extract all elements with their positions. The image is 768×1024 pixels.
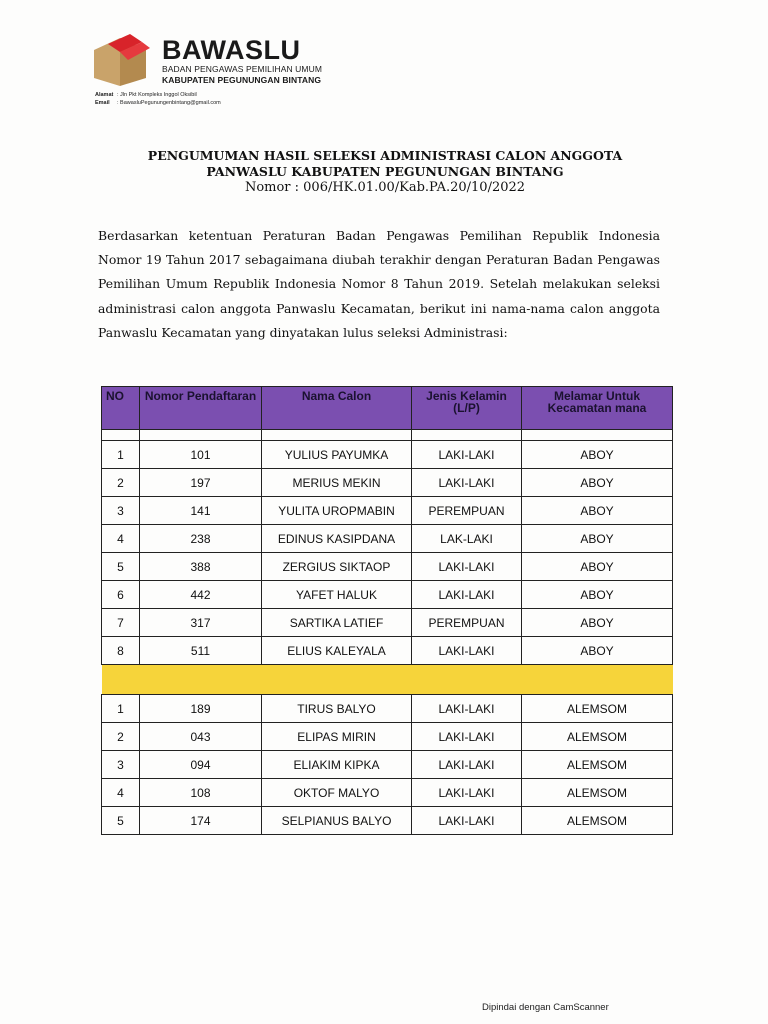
camscanner-watermark: Dipindai dengan CamScanner (482, 1002, 609, 1013)
header-nomor-pendaftaran: Nomor Pendaftaran (140, 387, 262, 430)
table-row (102, 609, 673, 637)
table-body (102, 430, 673, 835)
table-row (102, 695, 673, 723)
cell-no: 7 (102, 609, 140, 637)
address-value: : Jln Pkt Kompleks Inggol Oksibil (117, 92, 197, 98)
cell-jenis-kelamin: LAKI-LAKI (412, 751, 522, 779)
cell-nama: OKTOF MALYO (262, 779, 412, 807)
candidates-table (101, 386, 673, 835)
header-no: NO (102, 387, 140, 430)
cell-nomor: 174 (140, 807, 262, 835)
bawaslu-logo-icon (90, 34, 156, 90)
cell-nomor: 101 (140, 441, 262, 469)
table-spacer-row (102, 430, 673, 441)
cell-no: 5 (102, 807, 140, 835)
cell-nama: SELPIANUS BALYO (262, 807, 412, 835)
cell-kecamatan: ABOY (522, 637, 673, 665)
cell-kecamatan: ABOY (522, 469, 673, 497)
cell-nama: TIRUS BALYO (262, 695, 412, 723)
table-row (102, 581, 673, 609)
cell-kecamatan: ABOY (522, 553, 673, 581)
table-header-row (102, 387, 673, 430)
cell-jenis-kelamin: LAKI-LAKI (412, 779, 522, 807)
cell-no: 3 (102, 497, 140, 525)
cell-jenis-kelamin: LAKI-LAKI (412, 581, 522, 609)
letterhead-contact (95, 91, 221, 107)
cell-nama: YULITA UROPMABIN (262, 497, 412, 525)
cell-nama: MERIUS MEKIN (262, 469, 412, 497)
header-jenis-kelamin: Jenis Kelamin (L/P) (412, 387, 522, 430)
table-row (102, 723, 673, 751)
cell-nomor: 141 (140, 497, 262, 525)
cell-nama: ZERGIUS SIKTAOP (262, 553, 412, 581)
cell-nama: EDINUS KASIPDANA (262, 525, 412, 553)
cell-kecamatan: ALEMSOM (522, 723, 673, 751)
cell-nomor: 189 (140, 695, 262, 723)
cell-nomor: 043 (140, 723, 262, 751)
cell-nomor: 388 (140, 553, 262, 581)
cell-nomor: 108 (140, 779, 262, 807)
email-label: Email (95, 100, 110, 106)
cell-nomor: 238 (140, 525, 262, 553)
cell-no: 2 (102, 469, 140, 497)
cell-jenis-kelamin: PEREMPUAN (412, 609, 522, 637)
cell-jenis-kelamin: LAKI-LAKI (412, 637, 522, 665)
address-label: Alamat (95, 92, 114, 98)
cell-no: 3 (102, 751, 140, 779)
table-row (102, 553, 673, 581)
cell-no: 8 (102, 637, 140, 665)
cell-jenis-kelamin: LAKI-LAKI (412, 807, 522, 835)
cell-nomor: 197 (140, 469, 262, 497)
cell-nomor: 094 (140, 751, 262, 779)
cell-jenis-kelamin: LAKI-LAKI (412, 441, 522, 469)
cell-jenis-kelamin: LAKI-LAKI (412, 695, 522, 723)
cell-nomor: 511 (140, 637, 262, 665)
cell-nomor: 317 (140, 609, 262, 637)
cell-kecamatan: ALEMSOM (522, 779, 673, 807)
cell-no: 1 (102, 441, 140, 469)
cell-kecamatan: ABOY (522, 525, 673, 553)
document-number: Nomor : 006/HK.01.00/Kab.PA.20/10/2022 (244, 180, 526, 195)
cell-nama: ELIUS KALEYALA (262, 637, 412, 665)
cell-jenis-kelamin: LAKI-LAKI (412, 469, 522, 497)
cell-nama: YAFET HALUK (262, 581, 412, 609)
brand-subtitle-2: KABUPATEN PEGUNUNGAN BINTANG (162, 75, 322, 85)
cell-kecamatan: ALEMSOM (522, 751, 673, 779)
kecamatan-separator-row (102, 665, 673, 695)
cell-nomor: 442 (140, 581, 262, 609)
intro-paragraph: Berdasarkan ketentuan Peraturan Badan Pengawas Pemilihan Republik Indonesia Nomor 19 Tahun 2017 sebagaimana diubah terakhir dengan Peraturan Badan Pengawas Pemilihan Umum Republik Indonesia Nomor 8 Tahun 2019. Setelah melakukan seleksi administrasi calon anggota Panwaslu Kecamatan, berikut ini nama-nama calon anggota Panwaslu Kecamatan yang dinyatakan lulus seleksi Administrasi: (98, 228, 660, 340)
table-row (102, 779, 673, 807)
header-nama-calon: Nama Calon (262, 387, 412, 430)
cell-kecamatan: ABOY (522, 441, 673, 469)
header-kecamatan: Melamar Untuk Kecamatan mana (522, 387, 673, 430)
cell-nama: SARTIKA LATIEF (262, 609, 412, 637)
separator-cell (102, 665, 673, 695)
cell-no: 5 (102, 553, 140, 581)
cell-no: 2 (102, 723, 140, 751)
cell-jenis-kelamin: LAKI-LAKI (412, 553, 522, 581)
announcement-title (100, 148, 670, 196)
cell-nama: ELIAKIM KIPKA (262, 751, 412, 779)
cell-jenis-kelamin: PEREMPUAN (412, 497, 522, 525)
table-row (102, 637, 673, 665)
table-row (102, 525, 673, 553)
cell-no: 6 (102, 581, 140, 609)
cell-no: 1 (102, 695, 140, 723)
brand-name: BAWASLU (162, 35, 301, 65)
email-value: : BawasluPegunungenbintang@gmail.com (117, 100, 221, 106)
table-row (102, 469, 673, 497)
cell-nama: ELIPAS MIRIN (262, 723, 412, 751)
brand-subtitle-1: BADAN PENGAWAS PEMILIHAN UMUM (162, 64, 323, 74)
letterhead-text (162, 36, 322, 86)
cell-kecamatan: ABOY (522, 609, 673, 637)
cell-kecamatan: ABOY (522, 497, 673, 525)
cell-no: 4 (102, 779, 140, 807)
title-line-2: PANWASLU KABUPATEN PEGUNUNGAN BINTANG (206, 164, 564, 179)
cell-jenis-kelamin: LAK-LAKI (412, 525, 522, 553)
title-line-1: PENGUMUMAN HASIL SELEKSI ADMINISTRASI CALON ANGGOTA (147, 148, 623, 163)
table-row (102, 807, 673, 835)
cell-jenis-kelamin: LAKI-LAKI (412, 723, 522, 751)
cell-kecamatan: ABOY (522, 581, 673, 609)
cell-nama: YULIUS PAYUMKA (262, 441, 412, 469)
cell-kecamatan: ALEMSOM (522, 695, 673, 723)
table-row (102, 441, 673, 469)
table-row (102, 497, 673, 525)
cell-no: 4 (102, 525, 140, 553)
cell-kecamatan: ALEMSOM (522, 807, 673, 835)
table-row (102, 751, 673, 779)
